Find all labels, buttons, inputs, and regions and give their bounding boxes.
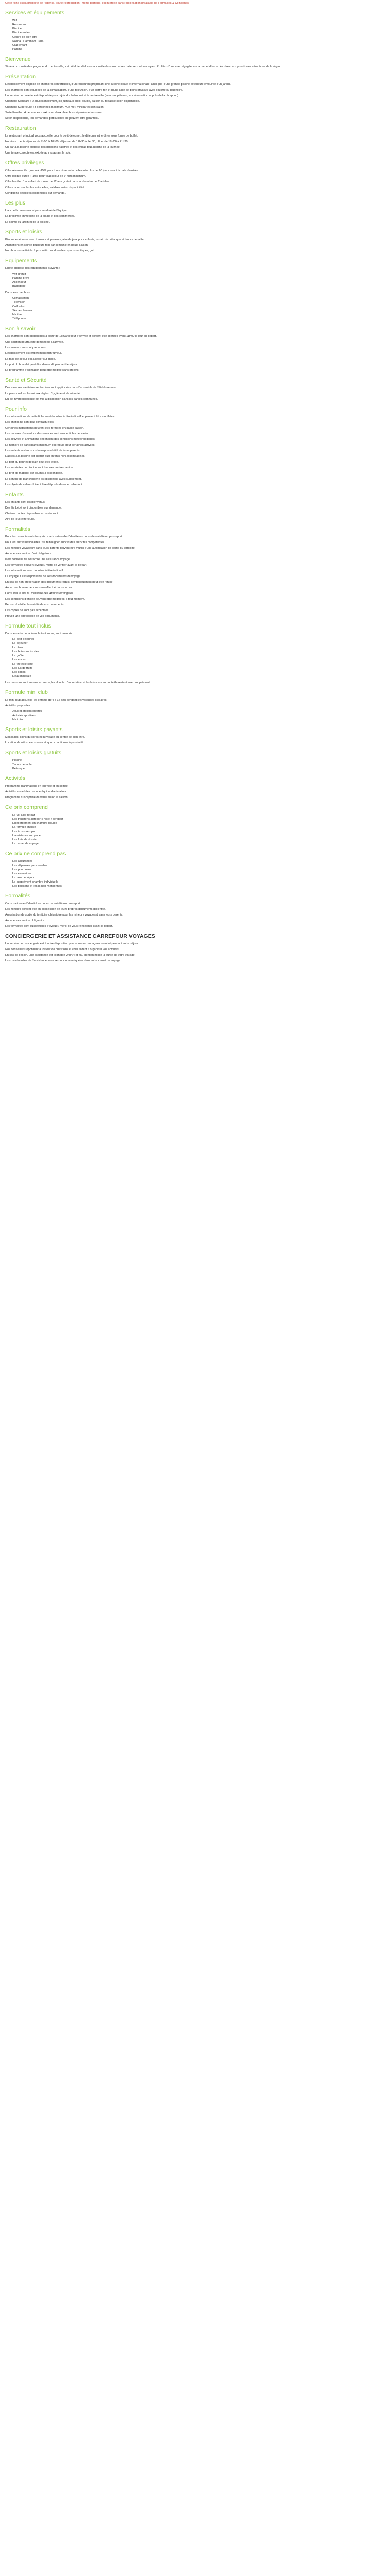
list-item: • Le petit-déjeuner [12, 637, 386, 641]
paragraph: Les serviettes de piscine sont fournies contre caution. [5, 466, 74, 469]
paragraph: Chambre Standard : 2 adultes maximum, lits jumeaux ou lit double, balcon ou terrasse selon disponibilité. [5, 100, 140, 103]
list-item: • Le supplément chambre individuelle [12, 880, 386, 884]
paragraph: Dans les chambres : [5, 291, 31, 294]
paragraph: Horaires : petit-déjeuner de 7h00 à 10h00, déjeuner de 12h30 à 14h30, dîner de 19h00 à 21h30. [5, 140, 129, 143]
paragraph: Il est conseillé de souscrire une assurance voyage. [5, 558, 71, 561]
paragraph: Un service de navette est disponible pour rejoindre l'aéroport et le centre-ville (avec supplément, sur réservation auprès de la réception). [5, 94, 180, 97]
bon-a-savoir-heading: Bon à savoir [5, 326, 36, 332]
paragraph: Le port du bracelet peut être demandé pendant le séjour. [5, 363, 78, 366]
paragraph: L'hôtel dispose des équipements suivants : [5, 267, 60, 270]
list-item: • Mini disco [12, 718, 386, 722]
paragraph: La proximité immédiate de la plage et des commerces. [5, 215, 75, 218]
paragraph: Les enfants restent sous la responsabilité de leurs parents. [5, 449, 81, 452]
paragraph: Les mineurs doivent être en possession de leurs propres documents d'identité. [5, 908, 106, 911]
intro-notice: Cette fiche est la propriété de l'agence. Toute reproduction, même partielle, est interdite sans l'autorisation préalable de Formalités & Consignes. [5, 2, 190, 5]
services-heading: Services et équipements [5, 10, 64, 16]
list-item: • L'eau minérale [12, 674, 386, 679]
paragraph: Prévoir une photocopie de vos documents. [5, 615, 60, 618]
compris-heading: Ce prix comprend [5, 804, 48, 810]
formule-mini-club-heading: Formule mini club [5, 689, 48, 696]
paragraph: Une caution pourra être demandée à l'arrivée. [5, 341, 64, 344]
list-item: • Les assurances [12, 859, 386, 863]
list-item: • La formule choisie [12, 825, 386, 829]
paragraph: Consultez le site du ministère des Affaires étrangères. [5, 592, 74, 595]
list-item: • Wifi [12, 19, 386, 23]
paragraph: Les coordonnées de l'assistance vous seront communiquées dans votre carnet de voyage. [5, 959, 121, 962]
equipements-heading: Équipements [5, 258, 37, 264]
presentation-heading: Présentation [5, 74, 36, 80]
paragraph: Location de vélos, excursions et sports nautiques à proximité. [5, 741, 84, 744]
paragraph: Autorisation de sortie du territoire obligatoire pour les mineurs voyageant sans leurs parents. [5, 913, 123, 917]
list-item: • Parking privé [12, 276, 386, 280]
paragraph: Aucun remboursement ne sera effectué dans ce cas. [5, 586, 73, 589]
paragraph: Pour les ressortissants français : carte nationale d'identité en cours de validité ou passeport. [5, 535, 123, 538]
sante-heading: Santé et Sécurité [5, 377, 47, 383]
paragraph: Les chambres sont disponibles à partir de 15h00 le jour d'arrivée et doivent être libérées avant 11h00 le jour du départ. [5, 335, 157, 338]
list-item: • Piscine [12, 758, 386, 762]
list-item: • Bagagerie [12, 284, 386, 289]
list-item: • Activités sportives [12, 714, 386, 718]
sports-loisirs-payants-heading: Sports et loisirs payants [5, 726, 63, 733]
enfants-heading: Enfants [5, 492, 24, 498]
list-item: • Le carnet de voyage [12, 842, 386, 846]
formule-list [5, 637, 386, 679]
paragraph: En cas de non-présentation des documents requis, l'embarquement peut être refusé. [5, 581, 114, 584]
paragraph: Les activités et animations dépendent des conditions météorologiques. [5, 438, 96, 441]
paragraph: Carte nationale d'identité en cours de validité ou passeport. [5, 902, 81, 905]
paragraph: Activités proposées : [5, 704, 32, 707]
list-item: • Les taxes aéroport [12, 829, 386, 834]
list-item: • Les boissons et repas non mentionnés [12, 884, 386, 888]
list-item: • Les frais de dossier [12, 838, 386, 842]
paragraph: Un bar à la piscine propose des boissons fraîches et des encas tout au long de la journée. [5, 146, 121, 149]
paragraph: Aucune vaccination obligatoire. [5, 919, 45, 922]
paragraph: Piscine extérieure avec transats et parasols, aire de jeux pour enfants, terrain de pétanque et tennis de table. [5, 238, 145, 241]
page-content [0, 0, 391, 963]
offres-heading: Offres privilèges [5, 160, 44, 166]
restauration-heading: Restauration [5, 125, 36, 131]
paragraph: Aire de jeux extérieure. [5, 518, 35, 521]
paragraph: En cas de besoin, une assistance est joignable 24h/24 et 7j/7 pendant toute la durée de votre voyage. [5, 954, 136, 957]
paragraph: Le port du bonnet de bain peut être exigé. [5, 461, 59, 464]
paragraph: Les formalités peuvent évoluer, merci de vérifier avant le départ. [5, 564, 87, 567]
list-item: • Téléphone [12, 317, 386, 321]
list-item: • Coffre-fort [12, 304, 386, 309]
list-item: • L'assistance sur place [12, 834, 386, 838]
bienvenue-text: Situé à proximité des plages et du centre-ville, cet hôtel familial vous accueille dans un cadre chaleureux et verdoyant. Profitez d'une vue dégagée sur la mer et d'un accès direct aux principales attractions de la région. [5, 65, 282, 69]
paragraph: Le prêt de matériel est soumis à disponibilité. [5, 472, 63, 475]
paragraph: L'établissement dispose de chambres confortables, d'un restaurant proposant une cuisine locale et internationale, ainsi que d'une grande piscine extérieure entourée d'un jardin. [5, 83, 231, 86]
list-item: • Le dîner [12, 646, 386, 650]
compris-list [5, 813, 386, 846]
paragraph: Nombreuses activités à proximité : randonnées, sports nautiques, golf. [5, 249, 95, 252]
paragraph: Offres non cumulables entre elles, valables selon disponibilité. [5, 186, 85, 189]
list-item: • Restaurant [12, 23, 386, 27]
paragraph: Les formalités sont susceptibles d'évoluer, merci de vous renseigner avant le départ. [5, 925, 113, 928]
paragraph: Activités encadrées par une équipe d'animation. [5, 790, 67, 793]
services-list [5, 19, 386, 52]
list-item: • Piscine [12, 27, 386, 31]
paragraph: Massages, soins du corps et du visage au centre de bien-être. [5, 736, 85, 739]
list-item: • Sèche-cheveux [12, 309, 386, 313]
paragraph: Conditions détaillées disponibles sur demande. [5, 192, 66, 195]
paragraph: Du gel hydroalcoolique est mis à disposition dans les parties communes. [5, 398, 99, 401]
list-item: • Minibar [12, 313, 386, 317]
paragraph: Un service de conciergerie est à votre disposition pour vous accompagner avant et pendant votre séjour. [5, 942, 139, 945]
list-item: • Piscine enfant [12, 31, 386, 35]
paragraph: Les informations de cette fiche sont données à titre indicatif et peuvent être modifiées. [5, 415, 115, 418]
list-item: • Les jus de fruits [12, 666, 386, 670]
paragraph: Chaises hautes disponibles au restaurant. [5, 512, 59, 515]
paragraph: Les informations sont données à titre indicatif. [5, 569, 64, 572]
list-item: • Tennis de table [12, 762, 386, 767]
pour-info-heading: Pour info [5, 406, 27, 412]
bienvenue-heading: Bienvenue [5, 56, 31, 62]
sports-gratuits-list [5, 758, 386, 771]
activites-heading: Activités [5, 775, 26, 782]
paragraph: Le nombre de participants minimum est requis pour certaines activités. [5, 444, 96, 447]
paragraph: Les copies ne sont pas acceptées. [5, 609, 50, 612]
paragraph: Le programme d'animation peut être modifié sans préavis. [5, 369, 80, 372]
conciergerie-heading: CONCIERGERIE ET ASSISTANCE CARREFOUR VOYAGES [5, 933, 155, 939]
list-item: • Les transferts aéroport / hôtel / aéroport [12, 817, 386, 821]
list-item: • Le vol aller-retour [12, 813, 386, 817]
list-item: • Les pourboires [12, 868, 386, 872]
paragraph: Dans le cadre de la formule tout inclus, sont compris : [5, 632, 74, 635]
paragraph: Les chambres sont équipées de la climatisation, d'une télévision, d'un coffre-fort et d'une salle de bains privative avec douche ou baignoire. [5, 89, 183, 92]
paragraph: Les horaires d'ouverture des services sont susceptibles de varier. [5, 432, 89, 435]
non-compris-list [5, 859, 386, 888]
sports-heading: Sports et loisirs [5, 229, 42, 235]
list-item: • Le goûter [12, 654, 386, 658]
paragraph: L'accès à la piscine est interdit aux enfants non accompagnés. [5, 455, 85, 458]
paragraph: Aucune vaccination n'est obligatoire. [5, 552, 52, 555]
paragraph: Des lits bébé sont disponibles sur demande. [5, 506, 62, 510]
list-item: • Jeux et ateliers créatifs [12, 709, 386, 714]
list-item: • L'hébergement en chambre double [12, 821, 386, 825]
list-item: • Le déjeuner [12, 641, 386, 646]
paragraph: Le mini club accueille les enfants de 4 à 12 ans pendant les vacances scolaires. [5, 699, 108, 702]
paragraph: Programme d'animations en journée et en soirée. [5, 785, 69, 788]
paragraph: Les conditions d'entrée peuvent être modifiées à tout moment. [5, 598, 85, 601]
paragraph: Suite Famille : 4 personnes maximum, deux chambres séparées et un salon. [5, 111, 103, 114]
sports-loisirs-gratuits-heading: Sports et loisirs gratuits [5, 750, 62, 756]
paragraph: Les objets de valeur doivent être déposés dans le coffre-fort. [5, 483, 83, 486]
paragraph: Les photos ne sont pas contractuelles. [5, 421, 55, 424]
list-item: • Télévision [12, 300, 386, 304]
formalites-heading: Formalités [5, 526, 31, 532]
list-item: • Climatisation [12, 296, 386, 300]
list-item: • Les boissons locales [12, 650, 386, 654]
list-item: • Les dépenses personnelles [12, 863, 386, 868]
paragraph: Le calme du jardin et de la piscine. [5, 221, 50, 224]
paragraph: Des mesures sanitaires renforcées sont appliquées dans l'ensemble de l'établissement. [5, 386, 117, 389]
list-item: • La taxe de séjour [12, 876, 386, 880]
paragraph: Le personnel est formé aux règles d'hygiène et de sécurité. [5, 392, 81, 395]
paragraph: Une tenue correcte est exigée au restaurant le soir. [5, 151, 71, 155]
list-item: • Les sodas [12, 670, 386, 674]
paragraph: Offre famille : 1er enfant de moins de 12 ans gratuit dans la chambre de 2 adultes. [5, 180, 110, 183]
paragraph: Pour les autres nationalités : se renseigner auprès des autorités compétentes. [5, 541, 105, 544]
paragraph: L'établissement est entièrement non-fumeur. [5, 352, 62, 355]
paragraph: Offre réservez tôt : jusqu'à -15% pour toute réservation effectuée plus de 60 jours avant la date d'arrivée. [5, 169, 139, 172]
paragraph: L'accueil chaleureux et personnalisé de l'équipe. [5, 209, 67, 212]
paragraph: Les enfants sont les bienvenus. [5, 501, 46, 504]
list-item: • Club enfant [12, 43, 386, 47]
list-item: • Ascenseur [12, 280, 386, 284]
paragraph: Selon disponibilité, les demandes particulières ne peuvent être garanties. [5, 117, 99, 120]
paragraph: Chambre Supérieure : 3 personnes maximum, vue mer, minibar et coin salon. [5, 106, 105, 109]
paragraph: Les mineurs voyageant sans leurs parents doivent être munis d'une autorisation de sortie du territoire. [5, 547, 136, 550]
lesplus-heading: Les plus [5, 200, 26, 206]
formule-heading: Formule tout inclus [5, 623, 51, 629]
paragraph: Programme susceptible de varier selon la saison. [5, 796, 69, 799]
paragraph: Animations en soirée plusieurs fois par semaine en haute saison. [5, 244, 89, 247]
paragraph: Les boissons sont servies au verre, les alcools d'importation et les boissons en bouteille restent avec supplément. [5, 681, 151, 684]
list-item: • Centre de bien-être [12, 35, 386, 39]
paragraph: La taxe de séjour est à régler sur place. [5, 358, 56, 361]
equipements-list [5, 272, 386, 289]
paragraph: Nos conseillers répondent à toutes vos questions et vous aident à organiser vos activités. [5, 948, 120, 951]
paragraph: Le restaurant principal vous accueille pour le petit-déjeuner, le déjeuner et le dîner sous forme de buffet. [5, 134, 138, 138]
list-item: • Pétanque [12, 767, 386, 771]
paragraph: Le voyageur est responsable de ses documents de voyage. [5, 575, 82, 578]
list-item: • Le thé et le café [12, 662, 386, 666]
paragraph: Pensez à vérifier la validité de vos documents. [5, 603, 65, 606]
mini-club-list [5, 709, 386, 722]
paragraph: Les animaux ne sont pas admis. [5, 346, 47, 349]
paragraph: Certaines installations peuvent être fermées en basse saison. [5, 427, 84, 430]
list-item: • Sauna - Hammam - Spa [12, 39, 386, 43]
non-compris-heading: Ce prix ne comprend pas [5, 851, 66, 857]
list-item: • Wifi gratuit [12, 272, 386, 276]
list-item: • Les encas [12, 658, 386, 662]
formalites-2-heading: Formalités [5, 893, 31, 899]
equipements-list-2 [5, 296, 386, 321]
paragraph: Le service de blanchisserie est disponible avec supplément. [5, 478, 82, 481]
paragraph: Offre longue durée : -10% pour tout séjour de 7 nuits minimum. [5, 175, 86, 178]
list-item: • Les excursions [12, 872, 386, 876]
list-item: • Parking [12, 47, 386, 52]
